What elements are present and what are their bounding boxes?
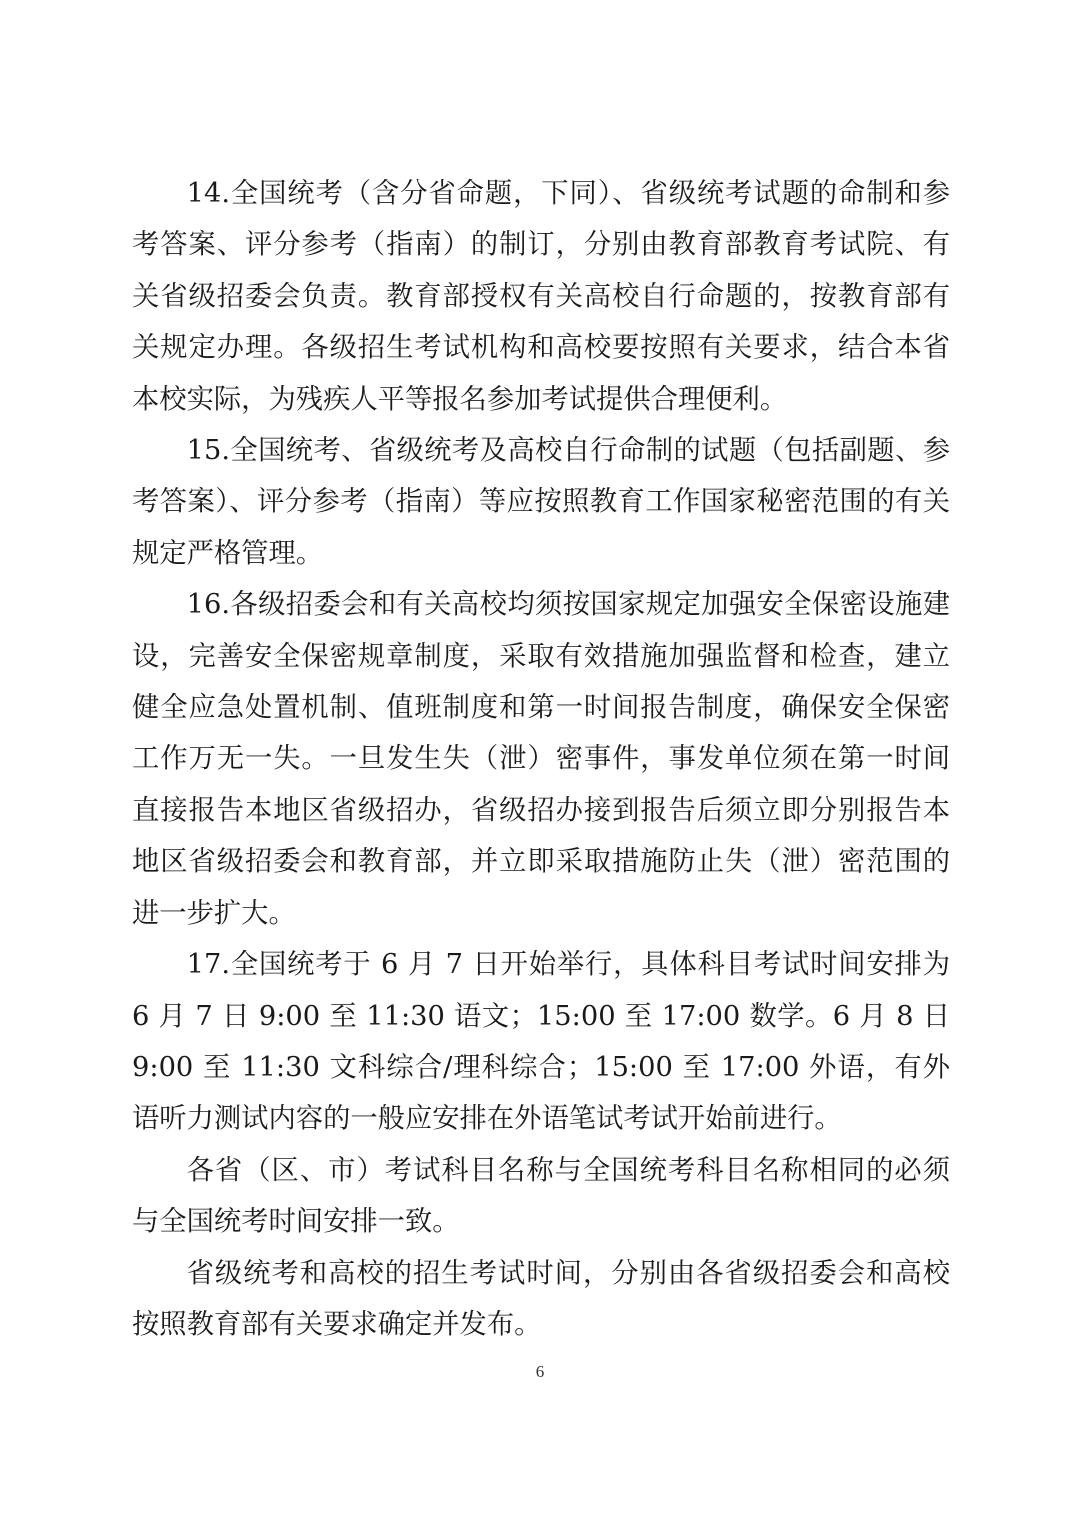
paragraph-provincial-subjects: 各省（区、市）考试科目名称与全国统考科目名称相同的必须与全国统考时间安排一致。: [132, 1154, 950, 1238]
paragraph-14-exam-papers: 14.全国统考（含分省命题，下同）、省级统考试题的命制和参考答案、评分参考（指南）的制订，分别由教育部教育考试院、有关省级招委会负责。教育部授权有关高校自行命题的，按教育部有关规定办理。各级招生考试机构和高校要按照有关要求，结合本省本校实际，为残疾人平等报名参加考试提供合理便利。: [132, 178, 950, 415]
paragraph-17-exam-schedule: 17.全国统考于 6 月 7 日开始举行，具体科目考试时间安排为 6 月 7 日 9:00 至 11:30 语文；15:00 至 17:00 数学。6 月 8 日 9:00 至 11:30 文科综合/理科综合；15:00 至 17:00 外语，有外语听力测试内容的一般应安排在外语笔试考试开始前进行。: [132, 949, 950, 1135]
paragraph-provincial-exam-time: 省级统考和高校的招生考试时间，分别由各省级招委会和高校按照教育部有关要求确定并发布。: [132, 1257, 950, 1340]
paragraph-15-confidentiality: 15.全国统考、省级统考及高校自行命制的试题（包括副题、参考答案）、评分参考（指南）等应按照教育工作国家秘密范围的有关规定严格管理。: [132, 435, 950, 569]
page-number: 6: [535, 1362, 545, 1381]
paragraph-16-security: 16.各级招委会和有关高校均须按国家规定加强安全保密设施建设，完善安全保密规章制度，采取有效措施加强监督和检查，建立健全应急处置机制、值班制度和第一时间报告制度，确保安全保密工作万无一失。一旦发生失（泄）密事件，事发单位须在第一时间直接报告本地区省级招办，省级招办接到报告后须立即分别报告本地区省级招委会和教育部，并立即采取措施防止失（泄）密范围的进一步扩大。: [132, 589, 950, 929]
document-body: [132, 168, 950, 1350]
